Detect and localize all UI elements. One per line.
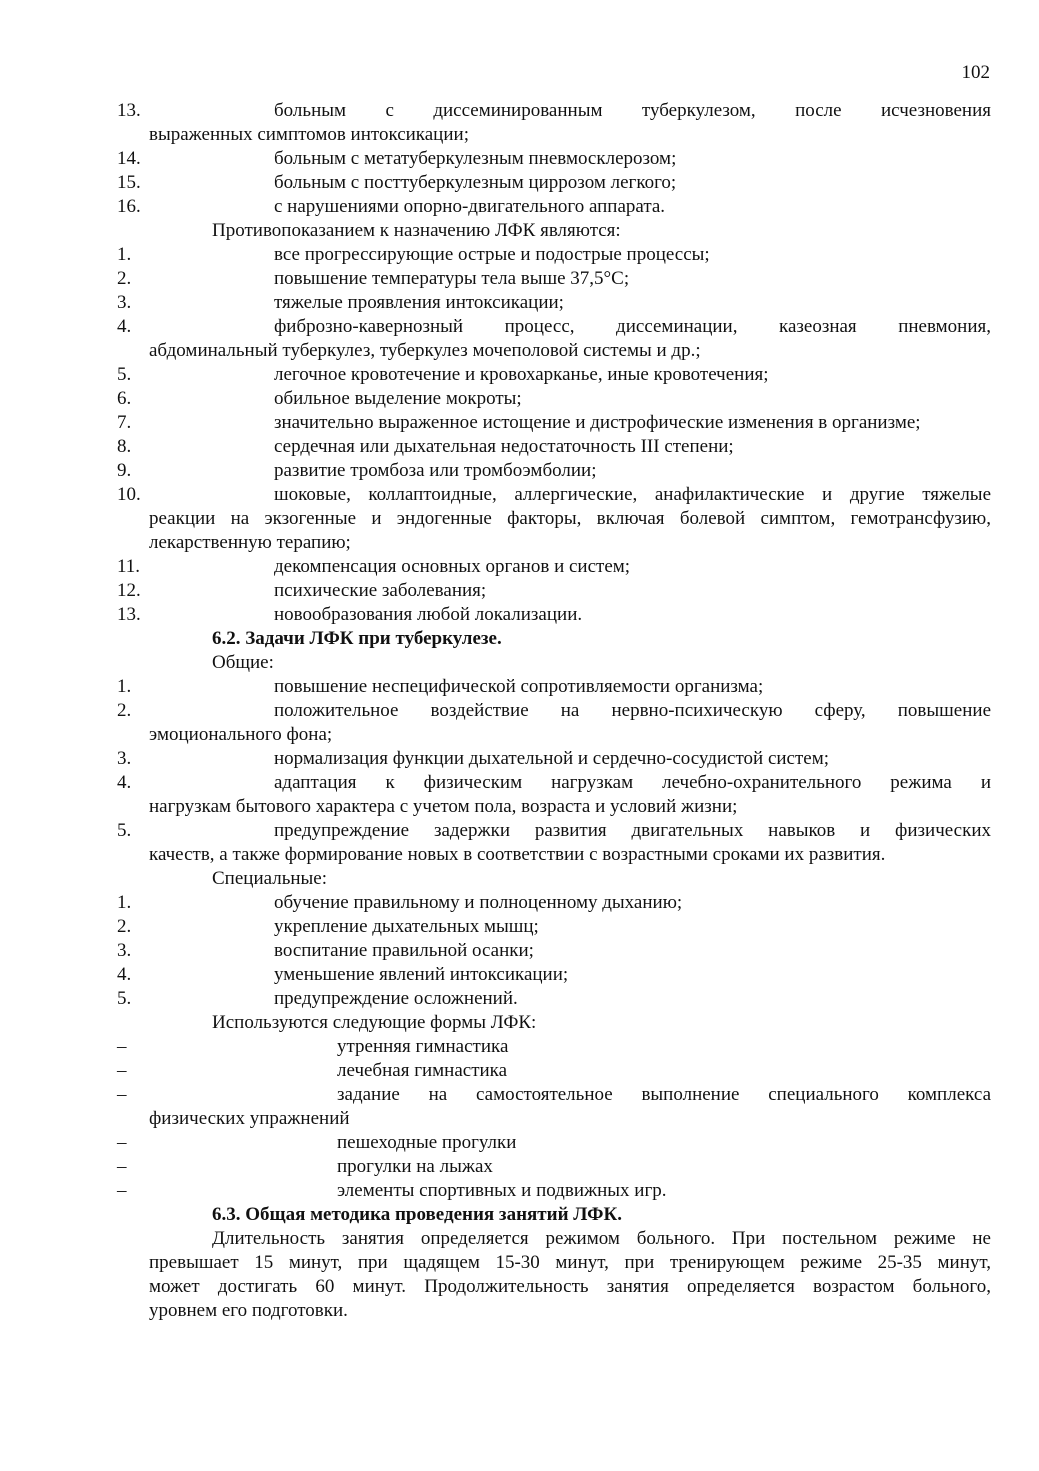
list-item-number: 3.: [117, 940, 132, 961]
list-item: [117, 579, 991, 603]
list-forms: [117, 1035, 991, 1203]
list-item: [117, 1083, 991, 1131]
list-item-text: новообразования любой локализации.: [274, 604, 583, 625]
list-item-text: пешеходные прогулки: [337, 1132, 517, 1153]
list-item-text: больным с диссеминированным туберкулезом, после исчезновения: [274, 100, 991, 121]
list-item-text: предупреждение задержки развития двигательных навыков и физических: [274, 820, 991, 841]
list-item: [117, 291, 991, 315]
list-item: [117, 147, 991, 171]
list-indications-continued: [117, 99, 991, 219]
list-item: [117, 195, 991, 219]
list-special-tasks: [117, 891, 991, 1011]
list-general-tasks: [117, 675, 991, 867]
list-item-text: обучение правильному и полноценному дыханию;: [274, 892, 683, 913]
list-item-number: 5.: [117, 364, 132, 385]
list-item-number: 9.: [117, 460, 132, 481]
list-item-continuation: абдоминальный туберкулез, туберкулез мочеполовой системы и др.;: [149, 340, 701, 361]
list-item: [117, 483, 991, 555]
list-item-number: 1.: [117, 892, 132, 913]
list-item-continuation: нагрузкам бытового характера с учетом пола, возраста и условий жизни;: [149, 796, 738, 817]
list-item: [117, 243, 991, 267]
list-item: [117, 939, 991, 963]
list-item-number: 7.: [117, 412, 132, 433]
list-item: [117, 771, 991, 819]
list-item-number: 15.: [117, 172, 141, 193]
paragraph-line: превышает 15 минут, при щадящем 15-30 минут, при тренирующем режиме 25-35 минут,: [149, 1252, 991, 1273]
list-item-text: декомпенсация основных органов и систем;: [274, 556, 631, 577]
list-item-continuation: физических упражнений: [149, 1108, 350, 1129]
list-item-text: больным с метатуберкулезным пневмосклерозом;: [274, 148, 677, 169]
list-item-text: прогулки на лыжах: [337, 1156, 493, 1177]
list-item-number: 3.: [117, 748, 132, 769]
list-item-text: уменьшение явлений интоксикации;: [274, 964, 569, 985]
list-item-number: 5.: [117, 988, 132, 1009]
list-item-text: больным с посттуберкулезным циррозом легкого;: [274, 172, 677, 193]
paragraph-line: может достигать 60 минут. Продолжительность занятия определяется возрастом больного,: [149, 1276, 991, 1297]
list-item-number: 5.: [117, 820, 132, 841]
list-item-number: 2.: [117, 700, 132, 721]
list-item-number: 1.: [117, 676, 132, 697]
forms-intro: Используются следующие формы ЛФК:: [212, 1012, 537, 1033]
list-item: [117, 411, 991, 435]
list-item-number: 3.: [117, 292, 132, 313]
list-item-number: –: [117, 1036, 127, 1057]
list-item: [117, 363, 991, 387]
list-item-number: 4.: [117, 964, 132, 985]
list-item-number: 10.: [117, 484, 141, 505]
paragraph-line: Длительность занятия определяется режимом больного. При постельном режиме не: [212, 1228, 991, 1249]
list-item-text: воспитание правильной осанки;: [274, 940, 534, 961]
list-item-number: 4.: [117, 772, 132, 793]
list-item: [117, 915, 991, 939]
list-item-text: легочное кровотечение и кровохарканье, иные кровотечения;: [274, 364, 769, 385]
list-item-number: 1.: [117, 244, 132, 265]
list-item-text: обильное выделение мокроты;: [274, 388, 522, 409]
list-item: [117, 555, 991, 579]
list-item-text: значительно выраженное истощение и дистрофические изменения в организме;: [274, 412, 921, 433]
list-item-text: адаптация к физическим нагрузкам лечебно-охранительного режима и: [274, 772, 991, 793]
list-item-number: 12.: [117, 580, 141, 601]
list-item-continuation: выраженных симптомов интоксикации;: [149, 124, 469, 145]
list-item-text: повышение температуры тела выше 37,5°С;: [274, 268, 630, 289]
paragraph-6-3: [117, 1227, 991, 1323]
page-number: 102: [961, 62, 990, 83]
list-item-continuation: эмоционального фона;: [149, 724, 333, 745]
list-item-number: 16.: [117, 196, 141, 217]
list-item: [117, 1035, 991, 1059]
list-item-continuation: качеств, а также формирование новых в соответствии с возрастными сроками их развития.: [149, 844, 886, 865]
list-item-text: фиброзно-кавернозный процесс, диссеминации, казеозная пневмония,: [274, 316, 991, 337]
list-item-text: психические заболевания;: [274, 580, 487, 601]
list-item-number: –: [117, 1132, 127, 1153]
list-item: [117, 99, 991, 147]
section-heading-6-3: 6.3. Общая методика проведения занятий ЛФК.: [212, 1204, 623, 1225]
list-item: [117, 819, 991, 867]
list-item-text: задание на самостоятельное выполнение специального комплекса: [337, 1084, 991, 1105]
special-tasks-label: Специальные:: [212, 868, 328, 889]
list-item: [117, 603, 991, 627]
list-item: [117, 459, 991, 483]
list-item-text: укрепление дыхательных мышц;: [274, 916, 539, 937]
list-item-number: 4.: [117, 316, 132, 337]
general-tasks-label: Общие:: [212, 652, 274, 673]
list-item-text: лечебная гимнастика: [337, 1060, 508, 1081]
list-item-text: развитие тромбоза или тромбоэмболии;: [274, 460, 597, 481]
list-item: [117, 315, 991, 363]
list-item: [117, 891, 991, 915]
list-item-text: утренняя гимнастика: [337, 1036, 509, 1057]
list-item-text: сердечная или дыхательная недостаточность III степени;: [274, 436, 734, 457]
list-item: [117, 675, 991, 699]
list-item-number: 6.: [117, 388, 132, 409]
list-item-number: 2.: [117, 268, 132, 289]
list-item-text: предупреждение осложнений.: [274, 988, 518, 1009]
list-item: [117, 987, 991, 1011]
list-item: [117, 699, 991, 747]
list-item-text: все прогрессирующие острые и подострые процессы;: [274, 244, 710, 265]
list-item-number: 14.: [117, 148, 141, 169]
list-item-number: –: [117, 1060, 127, 1081]
list-item-number: 13.: [117, 100, 141, 121]
list-item-text: с нарушениями опорно-двигательного аппарата.: [274, 196, 666, 217]
list-item: [117, 1155, 991, 1179]
list-item-text: нормализация функции дыхательной и сердечно-сосудистой систем;: [274, 748, 830, 769]
list-item-continuation: реакции на экзогенные и эндогенные факторы, включая болевой симптом, гемотрансфузию,: [149, 508, 991, 529]
list-item: [117, 747, 991, 771]
list-item: [117, 963, 991, 987]
list-item: [117, 1059, 991, 1083]
list-item: [117, 267, 991, 291]
list-item: [117, 1179, 991, 1203]
list-item-number: 2.: [117, 916, 132, 937]
list-item: [117, 1131, 991, 1155]
list-item-text: шоковые, коллаптоидные, аллергические, анафилактические и другие тяжелые: [274, 484, 991, 505]
document-body: [117, 99, 991, 1323]
list-contraindications: [117, 243, 991, 627]
list-item-number: –: [117, 1156, 127, 1177]
list-item-number: 11.: [117, 556, 141, 577]
list-item-text: повышение неспецифической сопротивляемости организма;: [274, 676, 764, 697]
contraindications-intro: Противопоказанием к назначению ЛФК являются:: [212, 220, 621, 241]
list-item-number: 8.: [117, 436, 132, 457]
list-item-continuation: лекарственную терапию;: [149, 532, 351, 553]
section-heading-6-2: 6.2. Задачи ЛФК при туберкулезе.: [212, 628, 502, 649]
list-item: [117, 387, 991, 411]
list-item-text: тяжелые проявления интоксикации;: [274, 292, 564, 313]
list-item-number: –: [117, 1084, 127, 1105]
list-item: [117, 435, 991, 459]
list-item-text: положительное воздействие на нервно-психическую сферу, повышение: [274, 700, 991, 721]
list-item-number: –: [117, 1180, 127, 1201]
paragraph-line: уровнем его подготовки.: [149, 1300, 348, 1321]
list-item-text: элементы спортивных и подвижных игр.: [337, 1180, 667, 1201]
list-item-number: 13.: [117, 604, 141, 625]
list-item: [117, 171, 991, 195]
